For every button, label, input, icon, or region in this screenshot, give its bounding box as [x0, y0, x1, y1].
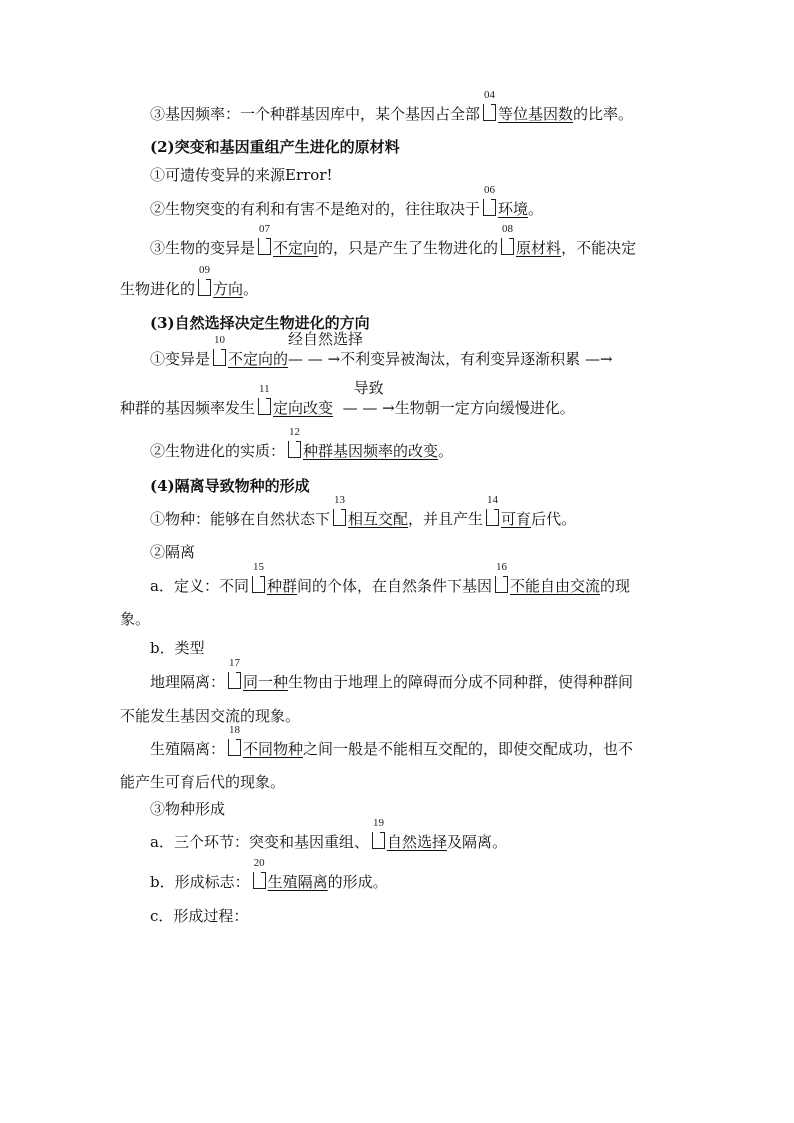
reproductive-isolation-line-2: 能产生可育后代的现象。: [120, 773, 286, 791]
speciation-stages-line: a．三个环节：突变和基因重组、 19 自然选择及隔离。: [150, 817, 507, 851]
answer-box[interactable]: 12: [288, 441, 301, 458]
section-heading-4: (4)隔离导致物种的形成: [150, 477, 310, 495]
variation-undirected-line-2: 生物进化的 09 方向。: [120, 264, 259, 298]
answer-box[interactable]: 07: [258, 238, 271, 255]
leads-to-arrow: 导致 — — →: [342, 379, 395, 417]
answer-box[interactable]: 13: [333, 509, 346, 526]
isolation-definition-line-2: 象。: [120, 610, 151, 628]
answer-text: 同一种: [243, 673, 289, 691]
answer-text: 方向: [213, 280, 244, 298]
selection-arrow: 经自然选择 — — →: [288, 330, 364, 368]
answer-box[interactable]: 17: [228, 672, 241, 689]
section-heading-3: (3)自然选择决定生物进化的方向: [150, 314, 370, 332]
isolation-definition-line: a．定义：不同 15 种群间的个体，在自然条件下基因 16 不能自由交流的现: [150, 561, 631, 595]
evolution-essence-line: ②生物进化的实质： 12 种群基因频率的改变。: [150, 426, 454, 460]
answer-box[interactable]: 09: [198, 279, 211, 296]
answer-text: 生殖隔离: [267, 873, 328, 891]
answer-box[interactable]: 08: [501, 238, 514, 255]
answer-box[interactable]: 04: [483, 104, 496, 121]
gene-frequency-line: ③基因频率：一个种群基因库中，某个基因占全部 04 等位基因数的比率。: [150, 89, 634, 123]
speciation-process-line: c．形成过程：: [150, 907, 249, 925]
answer-text: 原材料: [516, 239, 562, 257]
answer-text: 等位基因数: [498, 105, 574, 123]
answer-text: 相互交配: [348, 510, 409, 528]
answer-text: 不能自由交流: [509, 577, 600, 595]
answer-text: 种群: [266, 577, 297, 595]
answer-box[interactable]: 06: [483, 199, 496, 216]
answer-box[interactable]: 18: [228, 739, 241, 756]
isolation-heading: ②隔离: [150, 543, 196, 561]
reproductive-isolation-line: 生殖隔离： 18 不同物种之间一般是不能相互交配的，即使交配成功，也不: [150, 724, 634, 758]
answer-box[interactable]: 10: [213, 349, 226, 366]
heritable-variation-line: ①可遗传变异的来源Error!: [150, 166, 333, 184]
mutation-environment-line: ②生物突变的有利和有害不是绝对的，往往取决于 06 环境。: [150, 184, 544, 218]
speciation-marker-line: b．形成标志： 20 生殖隔离的形成。: [150, 857, 388, 891]
answer-text: 不同物种: [243, 740, 304, 758]
answer-box[interactable]: 15: [252, 576, 265, 593]
section-heading-2: (2)突变和基因重组产生进化的原材料: [150, 138, 400, 156]
geographic-isolation-line-2: 不能发生基因交流的现象。: [120, 707, 301, 725]
answer-box[interactable]: 14: [486, 509, 499, 526]
speciation-heading: ③物种形成: [150, 800, 226, 818]
answer-box[interactable]: 19: [372, 832, 385, 849]
natural-selection-line: ①变异是 10 不定向的 经自然选择 — — →不利变异被淘汰，有利变异逐渐积累 —→: [150, 330, 613, 368]
answer-text: 不定向的: [228, 350, 289, 368]
species-definition-line: ①物种：能够在自然状态下 13 相互交配，并且产生 14 可育后代。: [150, 494, 577, 528]
answer-box[interactable]: 16: [495, 576, 508, 593]
answer-text: 环境: [498, 200, 529, 218]
answer-text: 定向改变: [273, 399, 334, 417]
answer-text: 不定向: [273, 239, 319, 257]
variation-undirected-line: ③生物的变异是 07 不定向的，只是产生了生物进化的 08 原材料，不能决定: [150, 223, 637, 257]
answer-box[interactable]: 20: [253, 872, 266, 889]
natural-selection-line-2: 种群的基因频率发生 11 定向改变 导致 — — →生物朝一定方向缓慢进化。: [120, 379, 575, 417]
answer-text: 自然选择: [386, 833, 447, 851]
geographic-isolation-line: 地理隔离： 17 同一种生物由于地理上的障碍而分成不同种群，使得种群间: [150, 657, 634, 691]
answer-text: 可育: [501, 510, 532, 528]
answer-text: 种群基因频率的改变: [303, 442, 439, 460]
isolation-types-heading: b．类型: [150, 639, 205, 657]
answer-box[interactable]: 11: [258, 398, 271, 415]
